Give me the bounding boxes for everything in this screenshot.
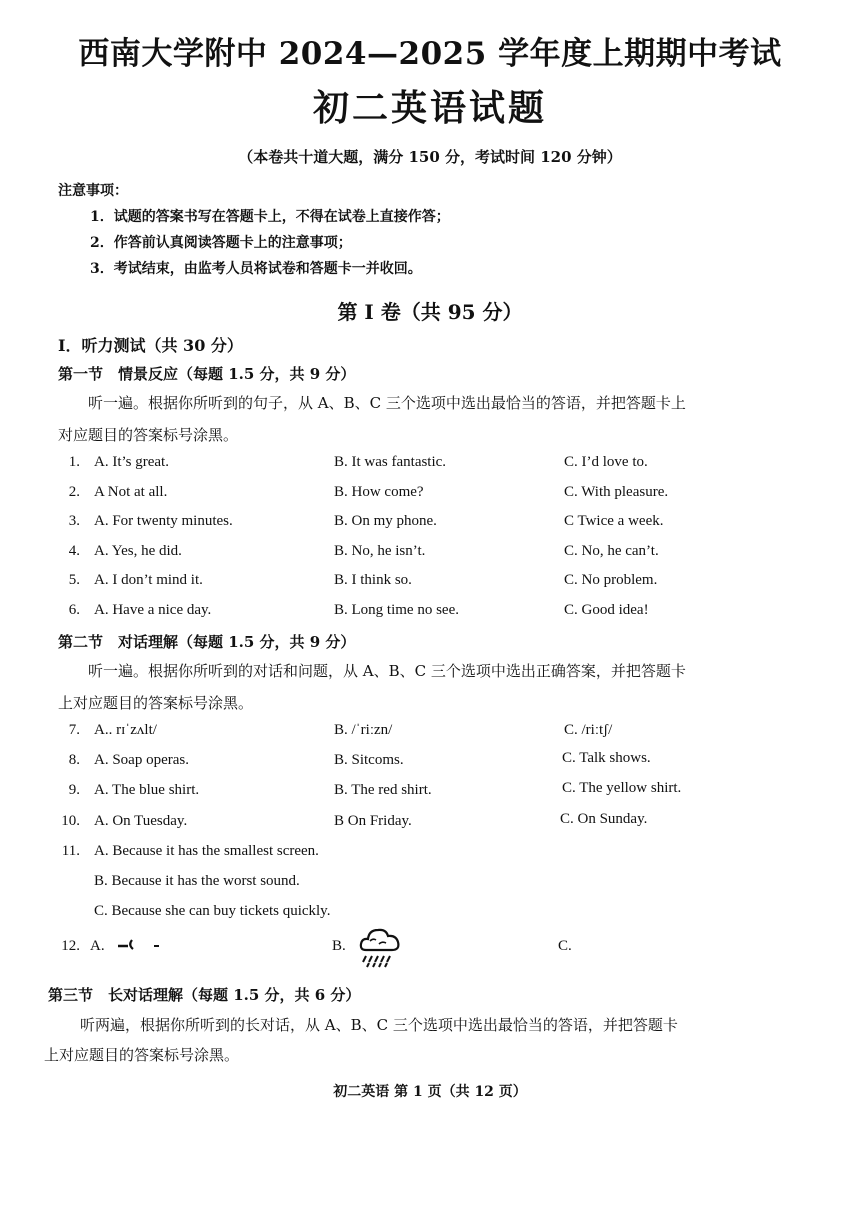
option-c: C. Talk shows. — [562, 750, 651, 766]
notes-heading: 注意事项： — [58, 183, 128, 199]
question-number: 5. — [68, 572, 80, 588]
question-number: 4. — [68, 543, 80, 559]
question-number: 1. — [68, 454, 80, 470]
option-b: B. Long time no see. — [334, 602, 459, 618]
option-a: A. Soap operas. — [94, 752, 189, 768]
option-b: B. — [332, 938, 346, 954]
option-b: B. Sitcoms. — [334, 752, 404, 768]
question-number: 12. — [61, 938, 80, 954]
exam-title: 西南大学附中 2024—2025 学年度上期期中考试 — [78, 36, 782, 72]
option-a: A. On Tuesday. — [94, 813, 188, 829]
option-c: C. I’d love to. — [564, 454, 648, 470]
exam-subtitle: （本卷共十道大题，满分 150 分，考试时间 120 分钟） — [238, 148, 622, 166]
note-item: 3．考试结束，由监考人员将试卷和答题卡一并收回。 — [90, 261, 422, 277]
option-a: A. — [90, 938, 105, 954]
option-c: C. Good idea! — [564, 602, 649, 618]
option-b: B. /ˈriːzn/ — [334, 722, 393, 738]
section-2-instruction: 听一遍。根据你所听到的对话和问题，从 A、B、C 三个选项中选出正确答案，并把答题卡 — [88, 662, 686, 680]
option-b: B On Friday. — [334, 813, 412, 829]
option-c: C. With pleasure. — [564, 484, 669, 500]
note-item: 2．作答前认真阅读答题卡上的注意事项； — [90, 235, 352, 251]
question-number: 11. — [61, 843, 80, 859]
option-c: C. The yellow shirt. — [562, 780, 682, 796]
section-2-heading: 第二节 对话理解（每题 1.5 分，共 9 分） — [58, 633, 356, 651]
question-number: 10. — [61, 813, 80, 829]
option-c: C Twice a week. — [564, 513, 664, 529]
option-a: A. For twenty minutes. — [94, 513, 233, 529]
option-a: A.. rɪˈzʌlt/ — [94, 722, 157, 738]
option-c: C. No, he can’t. — [564, 543, 659, 559]
option-a: A. The blue shirt. — [94, 782, 200, 798]
section-3-heading: 第三节 长对话理解（每题 1.5 分，共 6 分） — [48, 986, 361, 1004]
option-b: B. On my phone. — [334, 513, 437, 529]
option-b: B. How come? — [334, 484, 424, 500]
question-number: 2. — [68, 484, 80, 500]
section-1-instruction-cont: 对应题目的答案标号涂黑。 — [58, 426, 239, 444]
option-a: A. I don’t mind it. — [94, 572, 203, 588]
page-footer: 初二英语 第 1 页（共 12 页） — [333, 1084, 527, 1100]
section-3-instruction-cont: 上对应题目的答案标号涂黑。 — [44, 1046, 240, 1064]
part-title: I．听力测试（共 30 分） — [58, 336, 243, 355]
option-b: B. No, he isn’t. — [334, 543, 426, 559]
question-number: 3. — [68, 513, 80, 529]
option-b: B. Because it has the worst sound. — [94, 873, 300, 889]
volume-title: 第 I 卷（共 95 分） — [337, 300, 523, 324]
rain-cloud-icon — [356, 922, 404, 970]
option-c: C. — [558, 938, 572, 954]
option-a: A. It’s great. — [94, 454, 169, 470]
section-1-heading: 第一节 情景反应（每题 1.5 分，共 9 分） — [58, 365, 356, 383]
option-a: A. Because it has the smallest screen. — [94, 843, 319, 859]
option-a: A. Have a nice day. — [94, 602, 212, 618]
note-item: 1．试题的答案书写在答题卡上，不得在试卷上直接作答； — [90, 209, 450, 225]
option-c: C. No problem. — [564, 572, 658, 588]
option-b: B. The red shirt. — [334, 782, 432, 798]
option-c: C. On Sunday. — [560, 811, 648, 827]
section-2-instruction-cont: 上对应题目的答案标号涂黑。 — [58, 694, 254, 712]
question-number: 7. — [68, 722, 80, 738]
sun-icon — [116, 934, 166, 954]
question-number: 9. — [68, 782, 80, 798]
section-3-instruction: 听两遍，根据你所听到的长对话，从 A、B、C 三个选项中选出最恰当的答语，并把答题卡 — [80, 1016, 678, 1034]
section-1-instruction: 听一遍。根据你所听到的句子，从 A、B、C 三个选项中选出最恰当的答语，并把答题卡上 — [88, 394, 686, 412]
option-c: C. /riːtʃ/ — [564, 722, 613, 738]
question-number: 6. — [68, 602, 80, 618]
option-b: B. I think so. — [334, 572, 412, 588]
question-number: 8. — [68, 752, 80, 768]
option-a: A Not at all. — [94, 484, 168, 500]
option-c: C. Because she can buy tickets quickly. — [94, 903, 331, 919]
option-a: A. Yes, he did. — [94, 543, 182, 559]
option-b: B. It was fantastic. — [334, 454, 447, 470]
subject-title: 初二英语试题 — [312, 87, 547, 129]
